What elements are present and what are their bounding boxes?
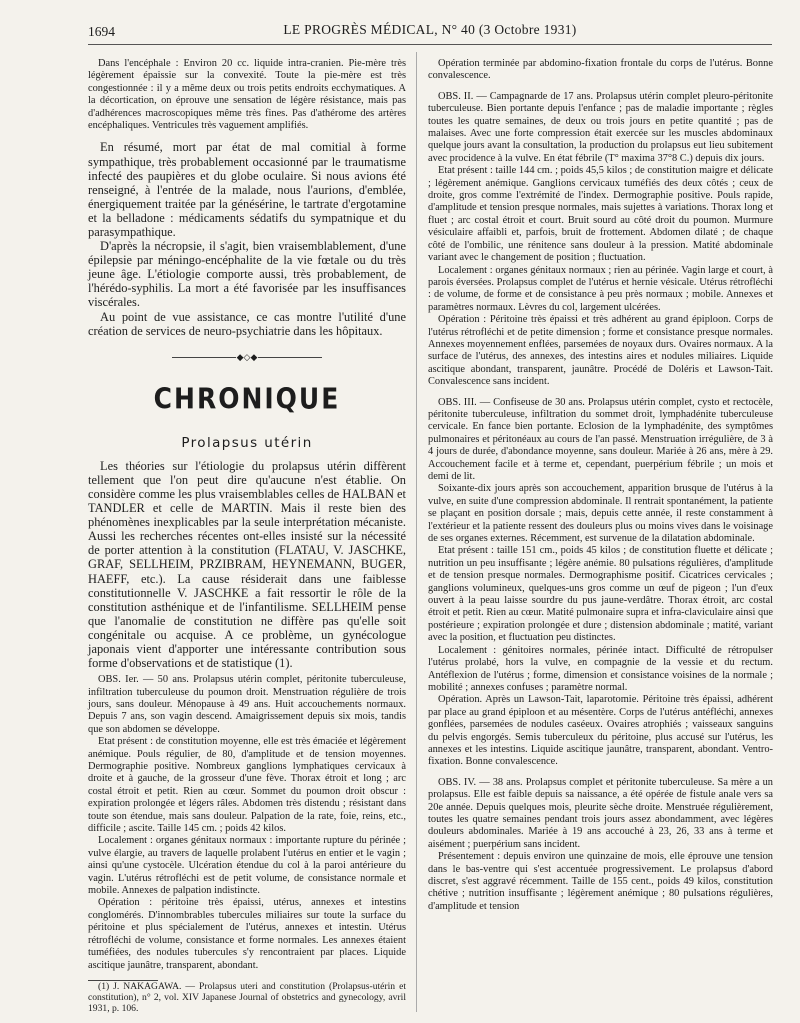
observation-3-operation: Opération. Après un Lawson-Tait, laparotomie. Péritoine très épaissi, adhérent par place au grand épiploon et au mésentère. Corps de l'utérus antéfléchi, annexes gonflées, parsemées de nodules caséeux. Ovaires atrophiés ; vaisseaux sanguins du pelvis engorgés. Semis tuberculeux du péritoine, plus accusé sur l'utérus, les annexes et les intestins. Liquide ascitique jaunâtre, transparent, abondant. Ventro-fixation. Bonne convalescence. [428, 694, 773, 768]
autopsy-encephale-paragraph: Dans l'encéphale : Environ 20 cc. liquide intra-cranien. Pie-mère très légèrement épaissie sur la convexité. Toute la pie-mère est très congestionnée : il y a même deux ou trois petits endroits ecchymatiques. A la décortication, on éprouve une sensation de légère résistance, mais pas d'adhérences macroscopiques même très fines. Pas d'athérome des artères encéphaliques. Ventricules très vaguement amplifiés. [88, 58, 406, 132]
footnote: (1) J. NAKAGAWA. — Prolapsus uteri and constitution (Prolapsus-utérin et constitution), n° 2, vol. XIV Japanese Journal of obstetrics and gynecology, avril 1931, p. 106. [88, 980, 406, 1015]
running-title: LE PROGRÈS MÉDICAL, N° 40 (3 Octobre 1931) [283, 22, 577, 37]
section-ornament [172, 352, 322, 362]
observation-1-history: OBS. Ier. — 50 ans. Prolapsus utérin complet, péritonite tuberculeuse, infiltration tuberculeuse du poumon droit. Menstruation régulière de trois jours, sans douleur. Ménopause à 49 ans. Huit accouchements normaux. Depuis 7 ans, son vagin descend. Amaigrissement depuis six mois, tandis que son abdomen se développe. [88, 674, 406, 735]
observation-3-history: OBS. III. — Confiseuse de 30 ans. Prolapsus utérin complet, cysto et rectocèle, péritonite tuberculeuse, infiltration du sommet droit, lymphadénite tuberculeuse cervicale. En fance bien portante. Eclosion de la lymphadénite, des symptômes pulmonaires et péritonéaux au cours de l'an passé. Menstruation irrégulière, de 3 à 4 jours de durée, d'abondance moyenne, sans douleur. Mariée à 26 ans, mère à 29. Accouchement facile et à terme et, cependant, puerpérium fébrile ; un mois et demi de lit. [428, 396, 773, 482]
assistance-paragraph: Au point de vue assistance, ce cas montre l'utilité d'une création de services de neuro-psychiatrie dans les hôpitaux. [88, 309, 406, 338]
right-column [428, 58, 773, 913]
summary-paragraph: En résumé, mort par état de mal comitial à forme sympathique, très probablement occasionné par le traumatisme infecté des paupières et du globe oculaire. Si nous avions été renseigné, à l'entrée de la malade, nous l'aurions, d'emblée, énergiquement traitée par la génésérine, le tartrate d'ergotamine et la belladone : médicaments sédatifs du sympatnique et du parasympathique. [88, 140, 406, 239]
page-number: 1694 [88, 24, 115, 39]
observation-1-local: Localement : organes génitaux normaux : importante rupture du périnée ; vulve élargie, au travers de laquelle prolabent l'utérus en entier et le vagin ; ainsi qu'une cystocèle. Ulcération étendue du col à la paroi antérieure du vagin. L'utérus rétrofléchi est de petit volume, de consistance normale et mobile. Annexes de palpation indistincte. [88, 835, 406, 897]
observation-3-onset: Soixante-dix jours après son accouchement, apparition brusque de l'utérus à la vulve, en suite d'une compression abdominale. Il rentrait spontanément, la patiente se plaçant en position dorsale ; mais, depuis cette année, il reste constamment à l'extérieur et la patiente ressent des douleurs plus ou moins vives dans le voisinage de ses organes externes. Récemment, est survenue de la dilatation abdominale. [428, 483, 773, 545]
observation-4-history: OBS. IV. — 38 ans. Prolapsus complet et péritonite tuberculeuse. Sa mère a un prolapsus. Elle est faible depuis sa naissance, a été opérée de fistule anale vers sa 20e année. Depuis quelques mois, pleurite sèche droite. Menstruée régulièrement, toutes les quatre semaines pendant trois jours assez abondamment, avec légères douleurs abdominales. Mariée à 19 ans accouché à 23, 26, 33 ans à terme et aisément ; puerpérium sans incident. [428, 776, 773, 850]
header-rule [88, 44, 772, 45]
observation-1-operation: Opération : péritoine très épaissi, utérus, annexes et intestins conglomérés. D'innombrables tubercules miliaires sur toute la surface du péritoine et plus spécialement de l'utérus, annexes et intestin. Utérus rétrofléchi de volume, consistance et forme normales. Les annexes étaient tuméfiées, des nodules tubercules s'y rencontraient par places. Liquide ascitique jaunâtre, transparent, abondant. [88, 897, 406, 971]
running-header [88, 22, 772, 42]
article-intro: Les théories sur l'étiologie du prolapsus utérin diffèrent tellement que l'on peut dire qu'aucune n'est établie. On considère comme les plus vraisemblables celles de HALBAN et TANDLER et celle de MARTIN. Mais il reste bien des phénomènes inexplicables par la seule interprétation mécaniste. Aussi les recherches récentes ont-elles insisté sur la nécessité de porter attention à la constitution (FLATAU, V. JASCHKE, GRAF, SELLHEIM, PRZIBRAM, HEYNEMANN, BUGER, HAEFF, etc.). La cause résiderait dans une faiblesse constitutionnelle V. JASCHKE a fait ressortir le rôle de la constitution asthénique et de l'infantilisme. SELLHEIM pense que l'anomalie de constitution ne diffère pas qu'elle soit congénitale ou acquise. A ce problème, un gynécologue japonais vient d'apporter une intéressante contribution sous forme d'observations et de statistique (1). [88, 458, 406, 671]
necropsy-paragraph: D'après la nécropsie, il s'agit, bien vraisemblablement, d'une épilepsie par méningo-encéphalite de la vie fœtale ou du très jeune âge. L'étiologie comporte aussi, très probablement, de l'hérédo-syphilis. La mort a été favorisée par les insuffisances viscérales. [88, 239, 406, 310]
column-separator [416, 52, 417, 1012]
observation-4-present-state: Présentement : depuis environ une quinzaine de mois, elle éprouve une tension dans le bas-ventre qui s'est accentuée progressivement. Le prolapsus d'abord discret, s'est aggravé récemment. Taille de 155 cent., poids 49 kilos, constitution chétive ; nutrition insuffisante ; légèrement anémique ; 80 pulsations régulières, d'amplitude et tension [428, 851, 773, 912]
article-title: Prolapsus utérin [181, 434, 313, 451]
section-heading: CHRONIQUE [153, 381, 341, 415]
left-column [88, 58, 406, 1015]
observation-3-local: Localement : génitoires normales, périnée intact. Difficulté de rétropulser l'utérus prolabé, hors la vulve, en compagnie de la vessie et du rectum. Antéflexion de l'utérus ; forme, dimension et consistance voisines de la normale ; mobilité ; annexes confuses ; paramètre normal. [428, 644, 773, 693]
observation-1-present-state: Etat présent : de constitution moyenne, elle est très émaciée et légèrement anémique. Pouls régulier, de 80, d'amplitude et de tension moyennes. Dermographie positive. Nombreux ganglions lymphatiques cervicaux à droite et à gauche, de la grosseur d'une fève. Thorax étroit et long ; arc costal étroit et petit. Rien au cœur. Sommet du poumon droit obscur : expiration prolongée et légers râles. Abdomen très distendu ; résistant dans toute son étendue, mais sans douleur. Palpation de la rate, foie, reins, etc., difficile ; ascite. Taille 145 cm. ; poids 42 kilos. [88, 736, 406, 835]
observation-2-present-state: Etat présent : taille 144 cm. ; poids 45,5 kilos ; de constitution maigre et délicate ; légèrement anémique. Ganglions cervicaux tuméfiés des deux côtés ; ceux de droite, gros comme l'extrémité de l'index. Dermographie positive. Pouls rapide, d'amplitude et tension presque normales, mais sujettes à variations. Thorax long et fluet ; arc costal étroit et court. Bruit sourd au côté droit du poumon. Murmure vésiculaire affaibli et, parfois, bruit de frottement. Abdomen dilaté ; de chaque côté de l'ombilic, une rénitence sans douleur à la pression. Matité abdominale variant avec le changement de position ; fluctuation. [428, 165, 773, 264]
observation-1-conclusion: Opération terminée par abdomino-fixation frontale du corps de l'utérus. Bonne convalescence. [428, 58, 773, 82]
observation-2-history: OBS. II. — Campagnarde de 17 ans. Prolapsus utérin complet pleuro-péritonite tuberculeuse. Bien portante depuis l'enfance ; pas de maladie importante ; règles toutes les quatre semaines, de deux ou trois jours en petite quantité ; pas de malaises. Avec une forte compression était exercée sur les muscles abdominaux quelque jours avant la consultation, la production du prolapsus eut lieu subitement avec procidence à la vulve. En état fébrile (T° maxima 37°8 C.) depuis dix jours. [428, 90, 773, 164]
ornament-diamond-icon: ◆◇◆ [236, 351, 258, 362]
observation-2-operation: Opération : Péritoine très épaissi et très adhérent au grand épiploon. Corps de l'utérus rétrofléchi et de petite dimension ; forme et consistance presque normales. Annexes moyennement enflées, parsemées de noyaux durs. Ovaires normaux. A la surface de l'utérus, des annexes, des intestins aires et nodules miliaires. Liquide ascitique abondant, transparent, jaunâtre. Procédé de Doléris et Lawson-Tait. Convalescence sans incident. [428, 314, 773, 388]
observation-3-present-state: Etat présent : taille 151 cm., poids 45 kilos ; de constitution fluette et délicate ; nutrition un peu insuffisante ; légère anémie. 80 pulsations régulières, d'amplitude et de tension presque normales. Dermographisme positif. Cicatrices cervicales ; ganglions volumineux, quelques-uns gros comme un œuf de pigeon ; l'un d'eux ouvert à la peau laisse sourdre du pus jaune-verdâtre. Thorax étroit, arc costal étroit et petit. Rien au cœur. Matité pulmonaire supra et infra-claviculaire ainsi que postérieure ; expiration prolongée et dure ; distension abdominale ; matité, variant avec la position, et fluctuation peu distinctes. [428, 545, 773, 644]
observation-2-local: Localement : organes génitaux normaux ; rien au périnée. Vagin large et court, à parois éversées. Prolapsus complet de l'utérus et hernie vésicale. Utérus rétrofléchi : de volume, de forme et de consistance à peu près normaux ; mobile. Annexes et paramètres normaux. Lèvres du col, largement ulcérées. [428, 264, 773, 313]
